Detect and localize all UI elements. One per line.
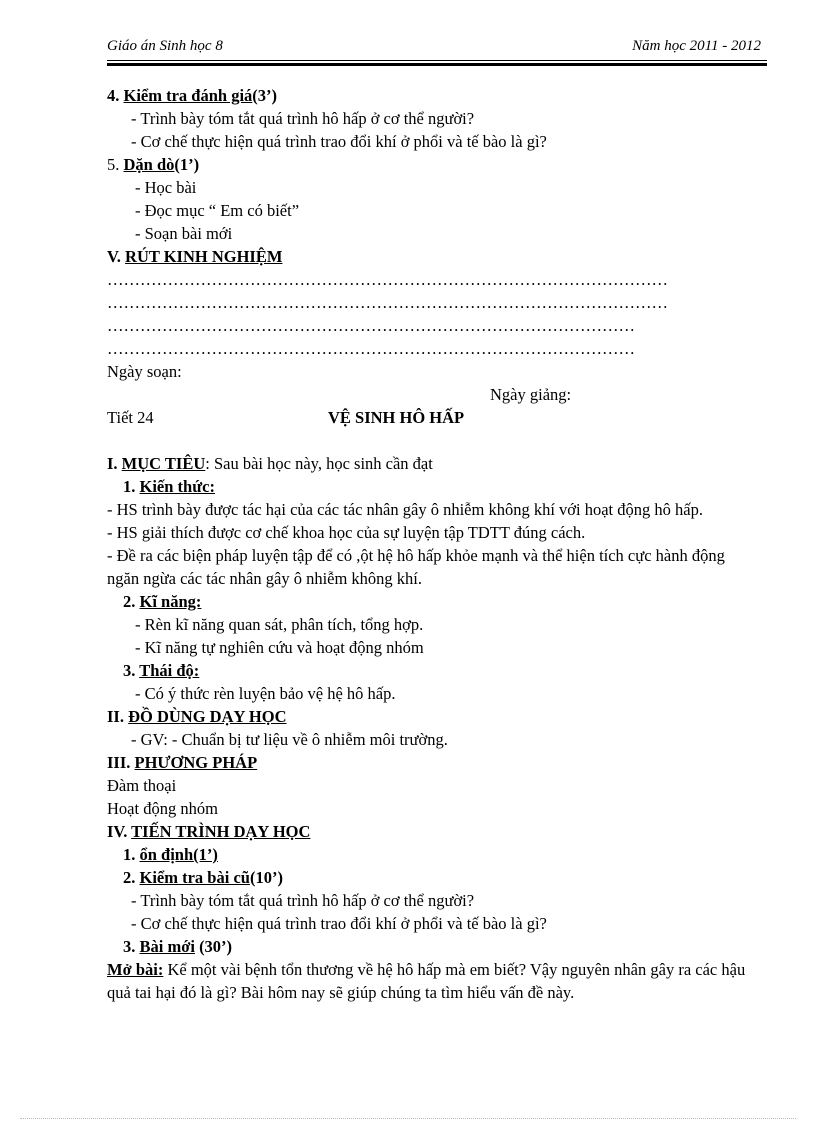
knowledge-heading: 1. Kiến thức: xyxy=(123,477,215,496)
section5-item: - Đọc mục “ Em có biết” xyxy=(135,201,300,220)
knowledge-item: - HS giải thích được cơ chế khoa học của sự luyện tập TDTT đúng cách. xyxy=(107,523,586,542)
experience-dots: ………………………………………………………………………………………… xyxy=(107,270,668,289)
knowledge-item: - HS trình bày được tác hại của các tác nhân gây ô nhiễm không khí với hoạt động hô hấp. xyxy=(107,500,703,519)
review-item: - Cơ chế thực hiện quá trình trao đổi khí ở phổi và tế bào là gì? xyxy=(131,914,547,933)
experience-dots: …………………………………………………………………………………… xyxy=(107,339,635,358)
experience-heading: V. RÚT KINH NGHIỆM xyxy=(107,247,283,266)
opening-paragraph: Mở bài: Kể một vài bệnh tổn thương về hệ hô hấp mà em biết? Vậy nguyên nhân gây ra các hậu quả tai hại đó là gì? Bài hôm nay sẽ giúp chúng ta tìm hiểu vấn đề này. xyxy=(107,960,746,1002)
lesson-title-row xyxy=(107,406,747,429)
methods-heading: III. PHƯƠNG PHÁP xyxy=(107,753,258,772)
methods-item: Hoạt động nhóm xyxy=(107,799,218,818)
lesson-title: VỆ SINH HÔ HẤP xyxy=(328,408,465,427)
experience-dots: …………………………………………………………………………………… xyxy=(107,316,635,335)
knowledge-item: - Đề ra các biện pháp luyện tập để có ,ột hệ hô hấp khỏe mạnh và thể hiện tích cực hành động ngăn ngừa các tác nhân gây ô nhiễm không khí. xyxy=(107,546,725,588)
spacer xyxy=(107,429,747,452)
attitude-heading: 3. Thái độ: xyxy=(123,661,200,680)
teach-date: Ngày giảng: xyxy=(490,385,572,404)
section5-item: - Học bài xyxy=(135,178,197,197)
section4-item: - Trình bày tóm tắt quá trình hô hấp ở cơ thể người? xyxy=(131,109,475,128)
experience-dots: ………………………………………………………………………………………… xyxy=(107,293,668,312)
review-item: - Trình bày tóm tắt quá trình hô hấp ở cơ thể người? xyxy=(131,891,475,910)
section4-heading: 4. Kiểm tra đánh giá(3’) xyxy=(107,86,278,105)
materials-heading: II. ĐỒ DÙNG DẠY HỌC xyxy=(107,707,287,726)
document-body xyxy=(107,84,747,1004)
header-school-year: Năm học 2011 - 2012 xyxy=(632,38,761,54)
section5-item: - Soạn bài mới xyxy=(135,224,233,243)
prep-date: Ngày soạn: xyxy=(107,362,182,381)
header-subject: Giáo án Sinh học 8 xyxy=(107,38,223,54)
lesson-number: Tiết 24 xyxy=(107,408,154,427)
review-heading: 2. Kiểm tra bài cũ(10’) xyxy=(123,868,283,887)
skills-item: - Kĩ năng tự nghiên cứu và hoạt động nhóm xyxy=(135,638,424,657)
stabilize-heading: 1. ổn định(1’) xyxy=(123,845,218,864)
materials-item: - GV: - Chuẩn bị tư liệu về ô nhiễm môi trường. xyxy=(131,730,448,749)
skills-heading: 2. Kĩ năng: xyxy=(123,592,202,611)
header-rule-thin xyxy=(107,60,767,61)
section4-item: - Cơ chế thực hiện quá trình trao đổi khí ở phổi và tế bào là gì? xyxy=(131,132,547,151)
methods-item: Đàm thoại xyxy=(107,776,177,795)
skills-item: - Rèn kĩ năng quan sát, phân tích, tổng hợp. xyxy=(135,615,424,634)
attitude-item: - Có ý thức rèn luyện bảo vệ hệ hô hấp. xyxy=(135,684,396,703)
page-bottom-border xyxy=(20,1118,796,1119)
header-rule-thick xyxy=(107,63,767,66)
objectives-heading: I. MỤC TIÊU: Sau bài học này, học sinh cần đạt xyxy=(107,454,433,473)
new-lesson-heading: 3. Bài mới (30’) xyxy=(123,937,233,956)
process-heading: IV. TIẾN TRÌNH DẠY HỌC xyxy=(107,822,311,841)
section5-heading: 5. Dặn dò(1’) xyxy=(107,155,200,174)
